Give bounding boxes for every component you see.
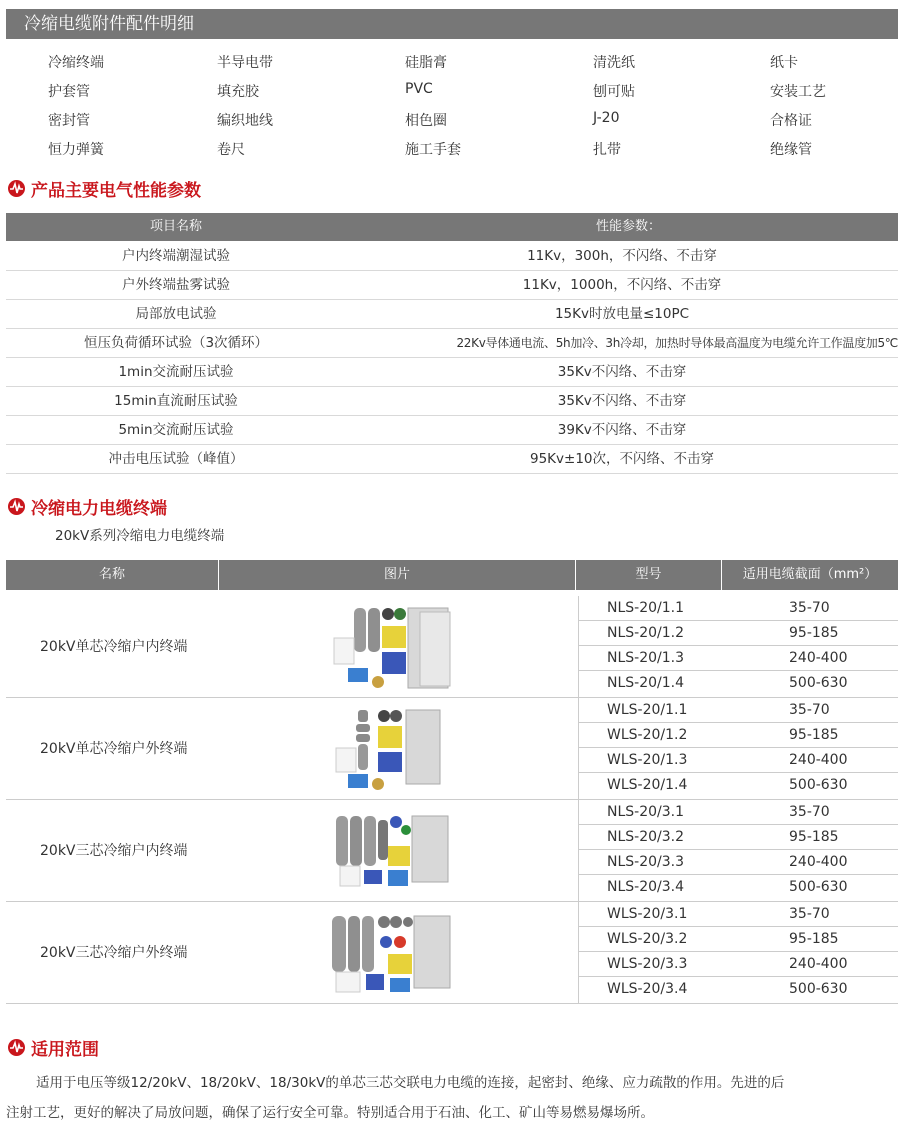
perf-section-heading [8,176,201,200]
range-cell: 35-70 [789,702,830,718]
product-name: 20kV三芯冷缩户外终端 [40,945,188,961]
table-row [579,977,898,1002]
accessory-item: J-20 [593,110,620,126]
section-title: 产品主要电气性能参数 [31,180,201,201]
col-header-value: 性能参数： [596,219,662,234]
accessory-item: 施工手套 [405,142,461,158]
col-header-item: 项目名称 [150,219,203,234]
accessory-item: 纸卡 [770,55,798,71]
model-cell: WLS-20/3.3 [607,956,688,972]
model-cell: NLS-20/1.3 [607,650,685,666]
table-row [579,800,898,825]
product-kit-image [326,806,456,896]
accessory-item: 填充胶 [217,84,259,100]
table-row [579,952,898,977]
accessories-title-bar [6,9,898,39]
range-cell: 35-70 [789,600,830,616]
accessory-item: 硅脂膏 [405,55,447,71]
table-row [6,416,898,445]
perf-item: 1min交流耐压试验 [118,364,234,380]
range-cell: 35-70 [789,804,830,820]
section-subtitle: 20kV系列冷缩电力电缆终端 [55,528,225,544]
table-row [6,271,898,300]
col-header-model: 型号 [635,567,662,582]
accessories-title: 冷缩电缆附件配件明细 [24,14,194,34]
range-cell: 500-630 [789,675,848,691]
perf-value: 39Kv不闪络、不击穿 [557,422,687,438]
section-title: 冷缩电力电缆终端 [31,498,167,519]
accessory-item: 合格证 [770,113,812,129]
perf-value: 15Kv时放电量≤10PC [554,306,690,322]
table-row [579,646,898,671]
col-header-picture: 图片 [383,567,410,582]
model-cell: NLS-20/1.4 [607,675,685,691]
accessory-row [0,52,904,81]
scope-section-heading [8,1035,99,1059]
term-section-heading [8,494,167,518]
accessory-item: 绝缘管 [770,142,812,158]
col-header-section: 适用电缆截面（mm²） [742,567,878,582]
perf-value: 11Kv，300h，不闪络、不击穿 [527,248,717,264]
perf-value: 35Kv不闪络、不击穿 [557,364,687,380]
perf-item: 5min交流耐压试验 [118,422,234,438]
accessory-item: 护套管 [48,84,90,100]
table-row [6,445,898,474]
accessory-item: PVC [405,81,433,97]
table-row [579,902,898,927]
product-name: 20kV单芯冷缩户内终端 [40,639,188,655]
table-row [579,850,898,875]
product-kit-image [326,704,456,794]
product-name: 20kV单芯冷缩户外终端 [40,741,188,757]
perf-item: 户内终端潮湿试验 [122,248,230,264]
perf-item: 15min直流耐压试验 [114,393,238,409]
pulse-icon [8,180,25,197]
accessory-row [0,110,904,139]
range-cell: 35-70 [789,906,830,922]
table-row [6,358,898,387]
model-cell: WLS-20/1.4 [607,777,688,793]
pulse-icon [8,498,25,515]
term-table-header [6,560,898,590]
table-row [579,723,898,748]
accessory-item: 密封管 [48,113,90,129]
range-cell: 240-400 [789,752,848,768]
table-row [579,927,898,952]
range-cell: 500-630 [789,981,848,997]
product-group [6,800,898,902]
table-row [579,875,898,900]
table-row [579,596,898,621]
perf-value: 22Kv导体通电流、5h加冷、3h冷却，加热时导体最高温度为电缆允许工作温度加5℃ [456,336,898,350]
perf-table-header [6,213,898,241]
model-cell: WLS-20/1.1 [607,702,688,718]
accessory-item: 半导电带 [217,55,273,71]
accessory-item: 刨可贴 [593,84,635,100]
table-row [6,329,898,358]
perf-item: 局部放电试验 [135,306,217,322]
perf-item: 户外终端盐雾试验 [122,277,230,293]
accessory-item: 扎带 [593,142,621,158]
range-cell: 95-185 [789,829,839,845]
model-cell: WLS-20/3.4 [607,981,688,997]
range-cell: 500-630 [789,777,848,793]
accessory-row [0,81,904,110]
model-cell: WLS-20/1.3 [607,752,688,768]
range-cell: 240-400 [789,956,848,972]
model-cell: NLS-20/1.2 [607,625,685,641]
perf-value: 35Kv不闪络、不击穿 [557,393,687,409]
section-title: 适用范围 [31,1039,99,1060]
perf-item: 冲击电压试验（峰值） [108,451,244,467]
accessory-item: 恒力弹簧 [48,142,104,158]
model-cell: NLS-20/3.4 [607,879,685,895]
accessory-item: 编织地线 [217,113,273,129]
model-cell: NLS-20/3.3 [607,854,685,870]
range-cell: 240-400 [789,854,848,870]
scope-paragraph-line-2: 注射工艺，更好的解决了局放问题，确保了运行安全可靠。特别适合用于石油、化工、矿山等易燃易爆场所。 [6,1105,654,1121]
product-kit-image [326,602,456,692]
model-cell: NLS-20/1.1 [607,600,685,616]
perf-value: 95Kv±10次，不闪络、不击穿 [529,451,714,467]
model-cell: WLS-20/1.2 [607,727,688,743]
table-row [579,748,898,773]
model-cell: WLS-20/3.1 [607,906,688,922]
product-kit-image [326,908,456,998]
col-header-name: 名称 [98,567,125,582]
model-cell: NLS-20/3.1 [607,804,685,820]
accessory-item: 安装工艺 [770,84,826,100]
range-cell: 95-185 [789,931,839,947]
table-row [579,671,898,696]
table-row [6,242,898,271]
accessory-item: 卷尺 [217,142,245,158]
range-cell: 95-185 [789,727,839,743]
perf-value: 11Kv，1000h，不闪络、不击穿 [522,277,722,293]
table-row [6,387,898,416]
scope-paragraph-line-1: 适用于电压等级12/20kV、18/20kV、18/30kV的单芯三芯交联电力电缆的连接，起密封、绝缘、应力疏散的作用。先进的后 [36,1075,785,1091]
product-name: 20kV三芯冷缩户内终端 [40,843,188,859]
accessory-item: 相色圈 [405,113,447,129]
table-row [6,300,898,329]
product-group [6,596,898,698]
pulse-icon [8,1039,25,1056]
accessory-item: 冷缩终端 [48,55,104,71]
perf-item: 恒压负荷循环试验（3次循环） [83,335,269,351]
accessory-row [0,139,904,168]
model-cell: WLS-20/3.2 [607,931,688,947]
range-cell: 95-185 [789,625,839,641]
range-cell: 500-630 [789,879,848,895]
range-cell: 240-400 [789,650,848,666]
table-row [579,773,898,798]
accessory-item: 清洗纸 [593,55,635,71]
product-group [6,698,898,800]
table-row [579,621,898,646]
table-row [579,825,898,850]
table-row [579,698,898,723]
product-group [6,902,898,1004]
model-cell: NLS-20/3.2 [607,829,685,845]
